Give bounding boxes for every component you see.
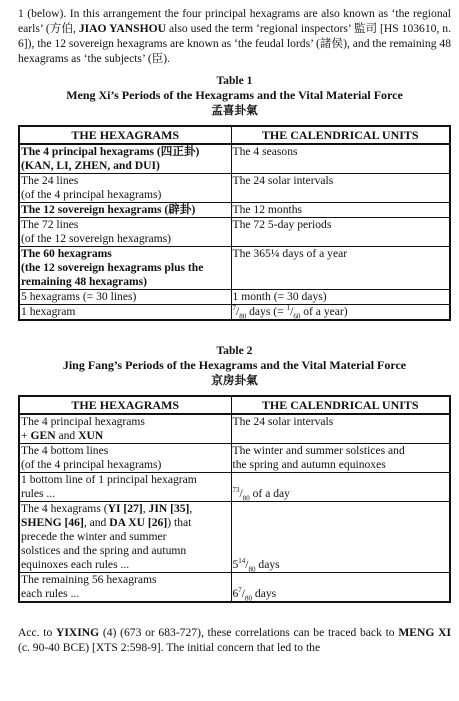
table2-caption [18, 343, 451, 388]
cell-line: (of the 4 principal hexagrams) [21, 188, 162, 201]
cell-text: days (= [246, 305, 287, 318]
cell-line: The 60 hexagrams [21, 247, 112, 260]
intro-name-bold: JIAO YANSHOU [78, 22, 166, 35]
outro-name-bold: YIXING [56, 626, 100, 639]
cell-line [21, 516, 230, 530]
table2 [18, 395, 451, 603]
cell-line: rules ... [21, 487, 56, 500]
cell-text: 5 [232, 558, 239, 571]
table2-col-units: THE CALENDRICAL UNITS [231, 396, 450, 414]
cell-line: 1 bottom line of 1 principal hexagram [21, 473, 197, 486]
table-row [19, 502, 450, 573]
table1-cell: The 12 months [231, 203, 450, 218]
intro-text-2: also used the term ‘regional inspectors’ 監司 [HS 103610, n. 6]), the 12 sovereign hexagrams are known as ‘the feudal lords’ (諸侯), and the remaining 48 hexagrams as ‘the subjects’ (臣). [18, 22, 451, 65]
table-row [19, 174, 450, 203]
table-row [19, 247, 450, 290]
cell-text: , [142, 502, 149, 515]
table2-cell: $5^{14}/_{80}$ days [231, 502, 450, 573]
table-row [19, 473, 450, 502]
cell-text-bold: JIN [35] [148, 502, 190, 515]
cell-text-bold: DA XU [26] [109, 516, 168, 529]
cell-line: The 4 bottom lines [21, 444, 109, 457]
table1-cell: The 365¼ days of a year [231, 247, 450, 290]
cell-text: + [21, 429, 31, 442]
cell-text: 6 [232, 587, 239, 600]
table-row [19, 444, 450, 473]
document-page [18, 6, 451, 655]
fraction-den: 80 [248, 565, 256, 574]
table2-cell [19, 414, 231, 444]
table2-cell [19, 573, 231, 603]
outro-text-3: (c. 90-40 BCE) [XTS 2:598-9]. The initial concern that led to the [18, 641, 321, 654]
table1-cell [19, 218, 231, 247]
outro-text-1: Acc. to [18, 626, 56, 639]
table1-header-row [19, 126, 450, 144]
table2-cell [19, 444, 231, 473]
table1-cell: The 12 sovereign hexagrams (辟卦) [19, 203, 231, 218]
table2-header-row [19, 396, 450, 414]
table1-cell: The 4 seasons [231, 144, 450, 174]
cell-line: The winter and summer solstices and [232, 444, 405, 457]
cell-text: days [252, 587, 277, 600]
cell-text: ) that [167, 516, 192, 529]
table1-cell: 1 month (= 30 days) [231, 290, 450, 305]
table1-cell: 5 hexagrams (= 30 lines) [19, 290, 231, 305]
fraction-num: 7 [238, 586, 242, 595]
cell-line: (the 12 sovereign hexagrams plus the [21, 261, 204, 274]
table2-cell: $6^7/_{80}$ days [231, 573, 450, 603]
cell-line: the spring and autumn equinoxes [232, 458, 386, 471]
cell-text-bold: GEN [30, 429, 56, 442]
table1-col-hexagrams: THE HEXAGRAMS [19, 126, 231, 144]
table-row [19, 305, 450, 321]
cell-line: equinoxes each rules ... [21, 558, 130, 571]
table2-cell: The 24 solar intervals [231, 414, 450, 444]
cell-line: remaining 48 hexagrams) [21, 275, 148, 288]
table2-cell: $^{73}/_{80}$ of a day [231, 473, 450, 502]
table1-cell [19, 174, 231, 203]
table-row [19, 144, 450, 174]
cell-text-bold: XUN [78, 429, 104, 442]
cell-line: (of the 12 sovereign hexagrams) [21, 232, 172, 245]
cell-line: precede the winter and summer [21, 530, 167, 543]
cell-line: (KAN, LI, ZHEN, and DUI) [21, 159, 160, 172]
table1-col-units: THE CALENDRICAL UNITS [231, 126, 450, 144]
fraction-den: 80 [242, 494, 250, 503]
table2-col-hexagrams: THE HEXAGRAMS [19, 396, 231, 414]
cell-text: , and [83, 516, 110, 529]
outro-paragraph [18, 625, 451, 655]
outro-text-2: (4) (673 or 683-727), these correlations can be traced back to [99, 626, 399, 639]
table1-title-cjk: 孟喜卦氣 [211, 104, 258, 117]
table2-title: Jing Fang’s Periods of the Hexagrams and the Vital Material Force [62, 358, 407, 372]
table1-cell: The 72 5-day periods [231, 218, 450, 247]
cell-line: The 4 principal hexagrams [21, 415, 145, 428]
cell-line: The 24 lines [21, 174, 79, 187]
cell-text: The 4 hexagrams ( [21, 502, 108, 515]
fraction-num: 73 [232, 486, 240, 495]
cell-line [21, 429, 230, 443]
cell-line: (of the 4 principal hexagrams) [21, 458, 162, 471]
intro-paragraph [18, 6, 451, 66]
table-row [19, 203, 450, 218]
cell-text-bold: SHENG [46] [21, 516, 84, 529]
table1-cell [19, 247, 231, 290]
table-row [19, 414, 450, 444]
fraction-den: 60 [293, 312, 301, 321]
intro-text-1: 1 (below). In this arrangement the four principal hexagrams are also known as ‘the regional earls’ (方伯, [18, 7, 451, 35]
table1-cell [19, 144, 231, 174]
table2-cell [19, 473, 231, 502]
cell-text: , [189, 502, 193, 515]
cell-text: days [255, 558, 280, 571]
cell-line: The remaining 56 hexagrams [21, 573, 157, 586]
cell-line: solstices and the spring and autumn [21, 544, 187, 557]
fraction-num: 1 [286, 304, 291, 313]
table1-cell: The 24 solar intervals [231, 174, 450, 203]
table2-title-cjk: 京房卦氣 [211, 374, 258, 387]
table1-caption [18, 73, 451, 118]
table1-cell: 1 hexagram [19, 305, 231, 321]
table1-title: Meng Xi’s Periods of the Hexagrams and the Vital Material Force [66, 88, 403, 102]
cell-text: of a year) [300, 305, 348, 318]
table-row [19, 218, 450, 247]
cell-line [21, 502, 230, 516]
fraction-den: 80 [239, 312, 247, 321]
cell-line: The 4 principal hexagrams (四正卦) [21, 145, 200, 158]
table2-cell [19, 502, 231, 573]
cell-text: and [55, 429, 79, 442]
cell-text: of a day [249, 487, 290, 500]
table1 [18, 125, 451, 321]
fraction-num: 7 [232, 304, 236, 313]
cell-line: The 72 lines [21, 218, 79, 231]
cell-line: each rules ... [21, 587, 80, 600]
table2-cell [231, 444, 450, 473]
table-row [19, 290, 450, 305]
outro-name-bold-2: MENG XI [398, 626, 451, 639]
table-row [19, 573, 450, 603]
fraction-den: 80 [245, 594, 253, 603]
cell-text-bold: YI [27] [107, 502, 143, 515]
table1-cell: $^7/_{80}$ days (= $^1/_{60}$ of a year) [231, 305, 450, 321]
table2-label: Table 2 [216, 344, 253, 357]
table1-label: Table 1 [216, 74, 253, 87]
fraction-num: 14 [238, 557, 246, 566]
